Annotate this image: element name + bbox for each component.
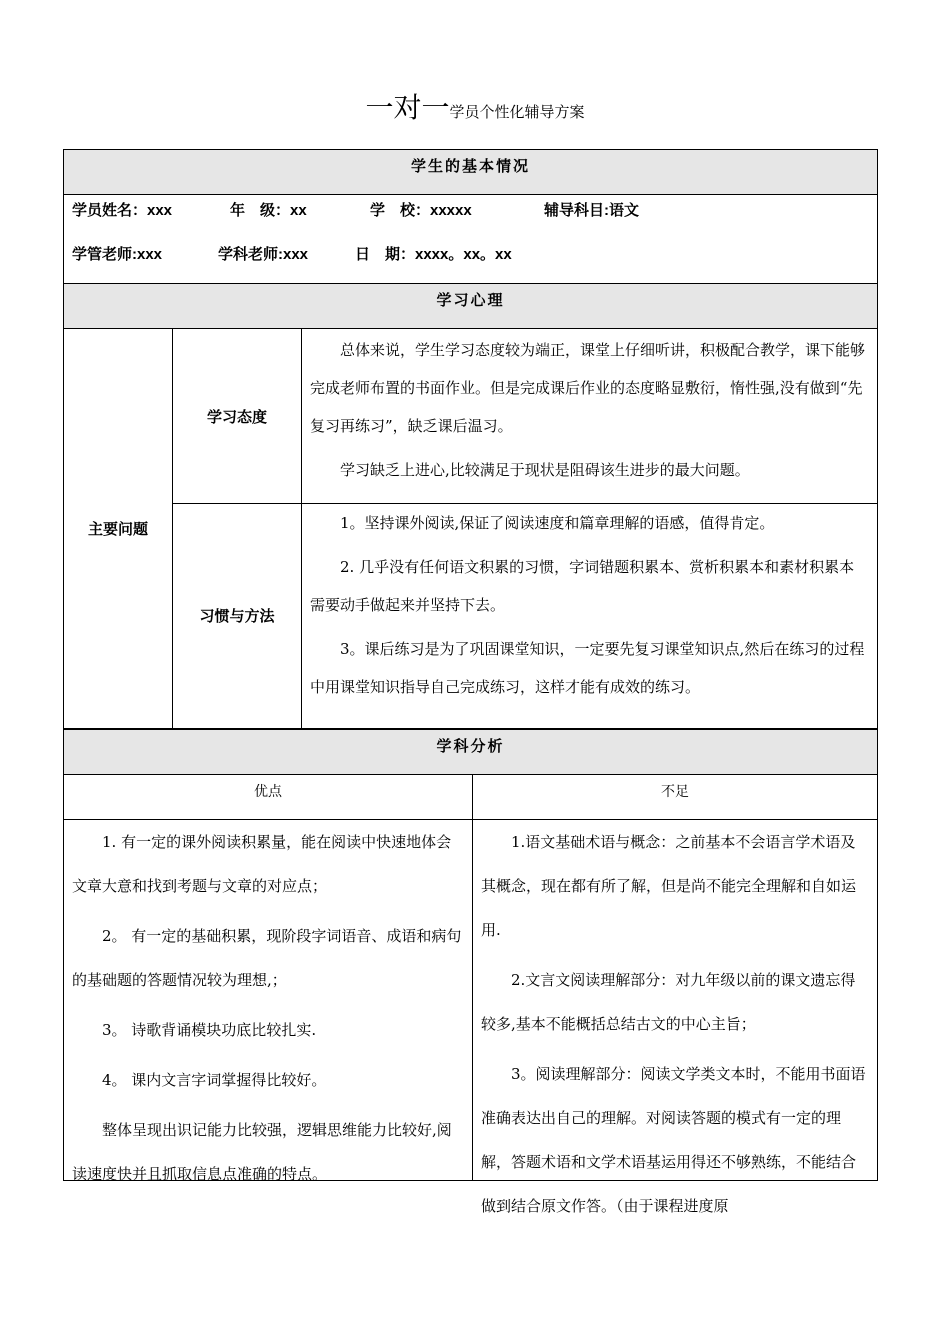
- weakness-item: 1.语文基础术语与概念：之前基本不会语言学术语及其概念，现在都有所了解，但是尚不能完全理解和自如运用.: [481, 832, 857, 939]
- strength-item: 4。 课内文言字词掌握得比较好。: [102, 1070, 327, 1089]
- strengths-header: [64, 774, 473, 819]
- strength-item: 整体呈现出识记能力比较强，逻辑思维能力比较好,阅读速度快并且抓取信息点准确的特点。: [72, 1120, 452, 1183]
- section-basic-info-title: 学生的基本情况: [411, 157, 531, 175]
- section-analysis: [64, 729, 878, 775]
- title-sub: 学员个性化辅导方案: [449, 103, 585, 121]
- habits-label: 习惯与方法: [173, 504, 302, 729]
- attitude-label: 学习态度: [173, 329, 302, 504]
- strengths-header-label: 优点: [254, 783, 282, 800]
- weaknesses-header: [473, 774, 878, 819]
- habits-paragraph: 3。课后练习是为了巩固课堂知识，一定要先复习课堂知识点,然后在练习的过程中用课堂知识指导自己完成练习，这样才能有成效的练习。: [310, 640, 865, 696]
- info-grade: 年 级：xx: [230, 202, 307, 219]
- strengths-text: [64, 820, 472, 1183]
- attitude-text: [302, 329, 878, 504]
- info-manager: 学管老师:xxx: [72, 246, 163, 263]
- habits-paragraph: 2. 几乎没有任何语文积累的习惯，字词错题积累本、赏析积累本和素材积累本需要动手做起来并坚持下去。: [310, 558, 855, 614]
- strengths-cell: [64, 819, 473, 1183]
- section-analysis-title: 学科分析: [436, 736, 505, 755]
- attitude-paragraph: 学习缺乏上进心,比较满足于现状是阻碍该生进步的最大问题。: [340, 461, 750, 479]
- document-title: [0, 86, 950, 126]
- strength-item: 3。 诗歌背诵模块功底比较扎实.: [102, 1020, 317, 1039]
- strength-item: 1. 有一定的课外阅读积累量，能在阅读中快速地体会文章大意和找到考题与文章的对应点；: [72, 832, 452, 895]
- plan-table: [63, 149, 878, 1215]
- info-school: 学 校：xxxxx: [370, 202, 472, 219]
- weakness-item: 2.文言文阅读理解部分：对九年级以前的课文遗忘得较多,基本不能概括总结古文的中心主旨；: [481, 970, 856, 1033]
- info-date: 日 期：xxxx。xx。xx: [355, 246, 512, 263]
- attitude-paragraph: 总体来说，学生学习态度较为端正，课堂上仔细听讲，积极配合教学，课下能够完成老师布置的书面作业。但是完成课后作业的态度略显敷衍，惰性强,没有做到“先复习再练习”，缺乏课后温习。: [310, 341, 866, 435]
- weaknesses-cell: [473, 819, 878, 1215]
- main-issue-label: 主要问题: [64, 329, 173, 729]
- strength-item: 2。 有一定的基础积累，现阶段字词语音、成语和病句的基础题的答题情况较为理想,；: [72, 926, 462, 989]
- section-psychology: [64, 284, 878, 329]
- info-student: 学员姓名：xxx: [72, 202, 173, 219]
- section-psychology-title: 学习心理: [436, 291, 505, 309]
- info-subject: 辅导科目:语文: [544, 202, 639, 219]
- habits-paragraph: 1。坚持课外阅读,保证了阅读速度和篇章理解的语感，值得肯定。: [340, 514, 775, 532]
- title-main: 一对一: [365, 91, 450, 124]
- weakness-item: 3。阅读理解部分：阅读文学类文本时，不能用书面语准确表达出自己的理解。对阅读答题的模式有一定的理解，答题术语和文学术语基运用得还不够熟练，不能结合做到结合原文作答。（由于课程进度原: [481, 1064, 866, 1215]
- weaknesses-text: [473, 820, 877, 1215]
- weaknesses-header-label: 不足: [661, 783, 689, 800]
- section-basic-info: [64, 150, 878, 195]
- info-teacher: 学科老师:xxx: [218, 246, 309, 263]
- habits-text: [302, 504, 878, 729]
